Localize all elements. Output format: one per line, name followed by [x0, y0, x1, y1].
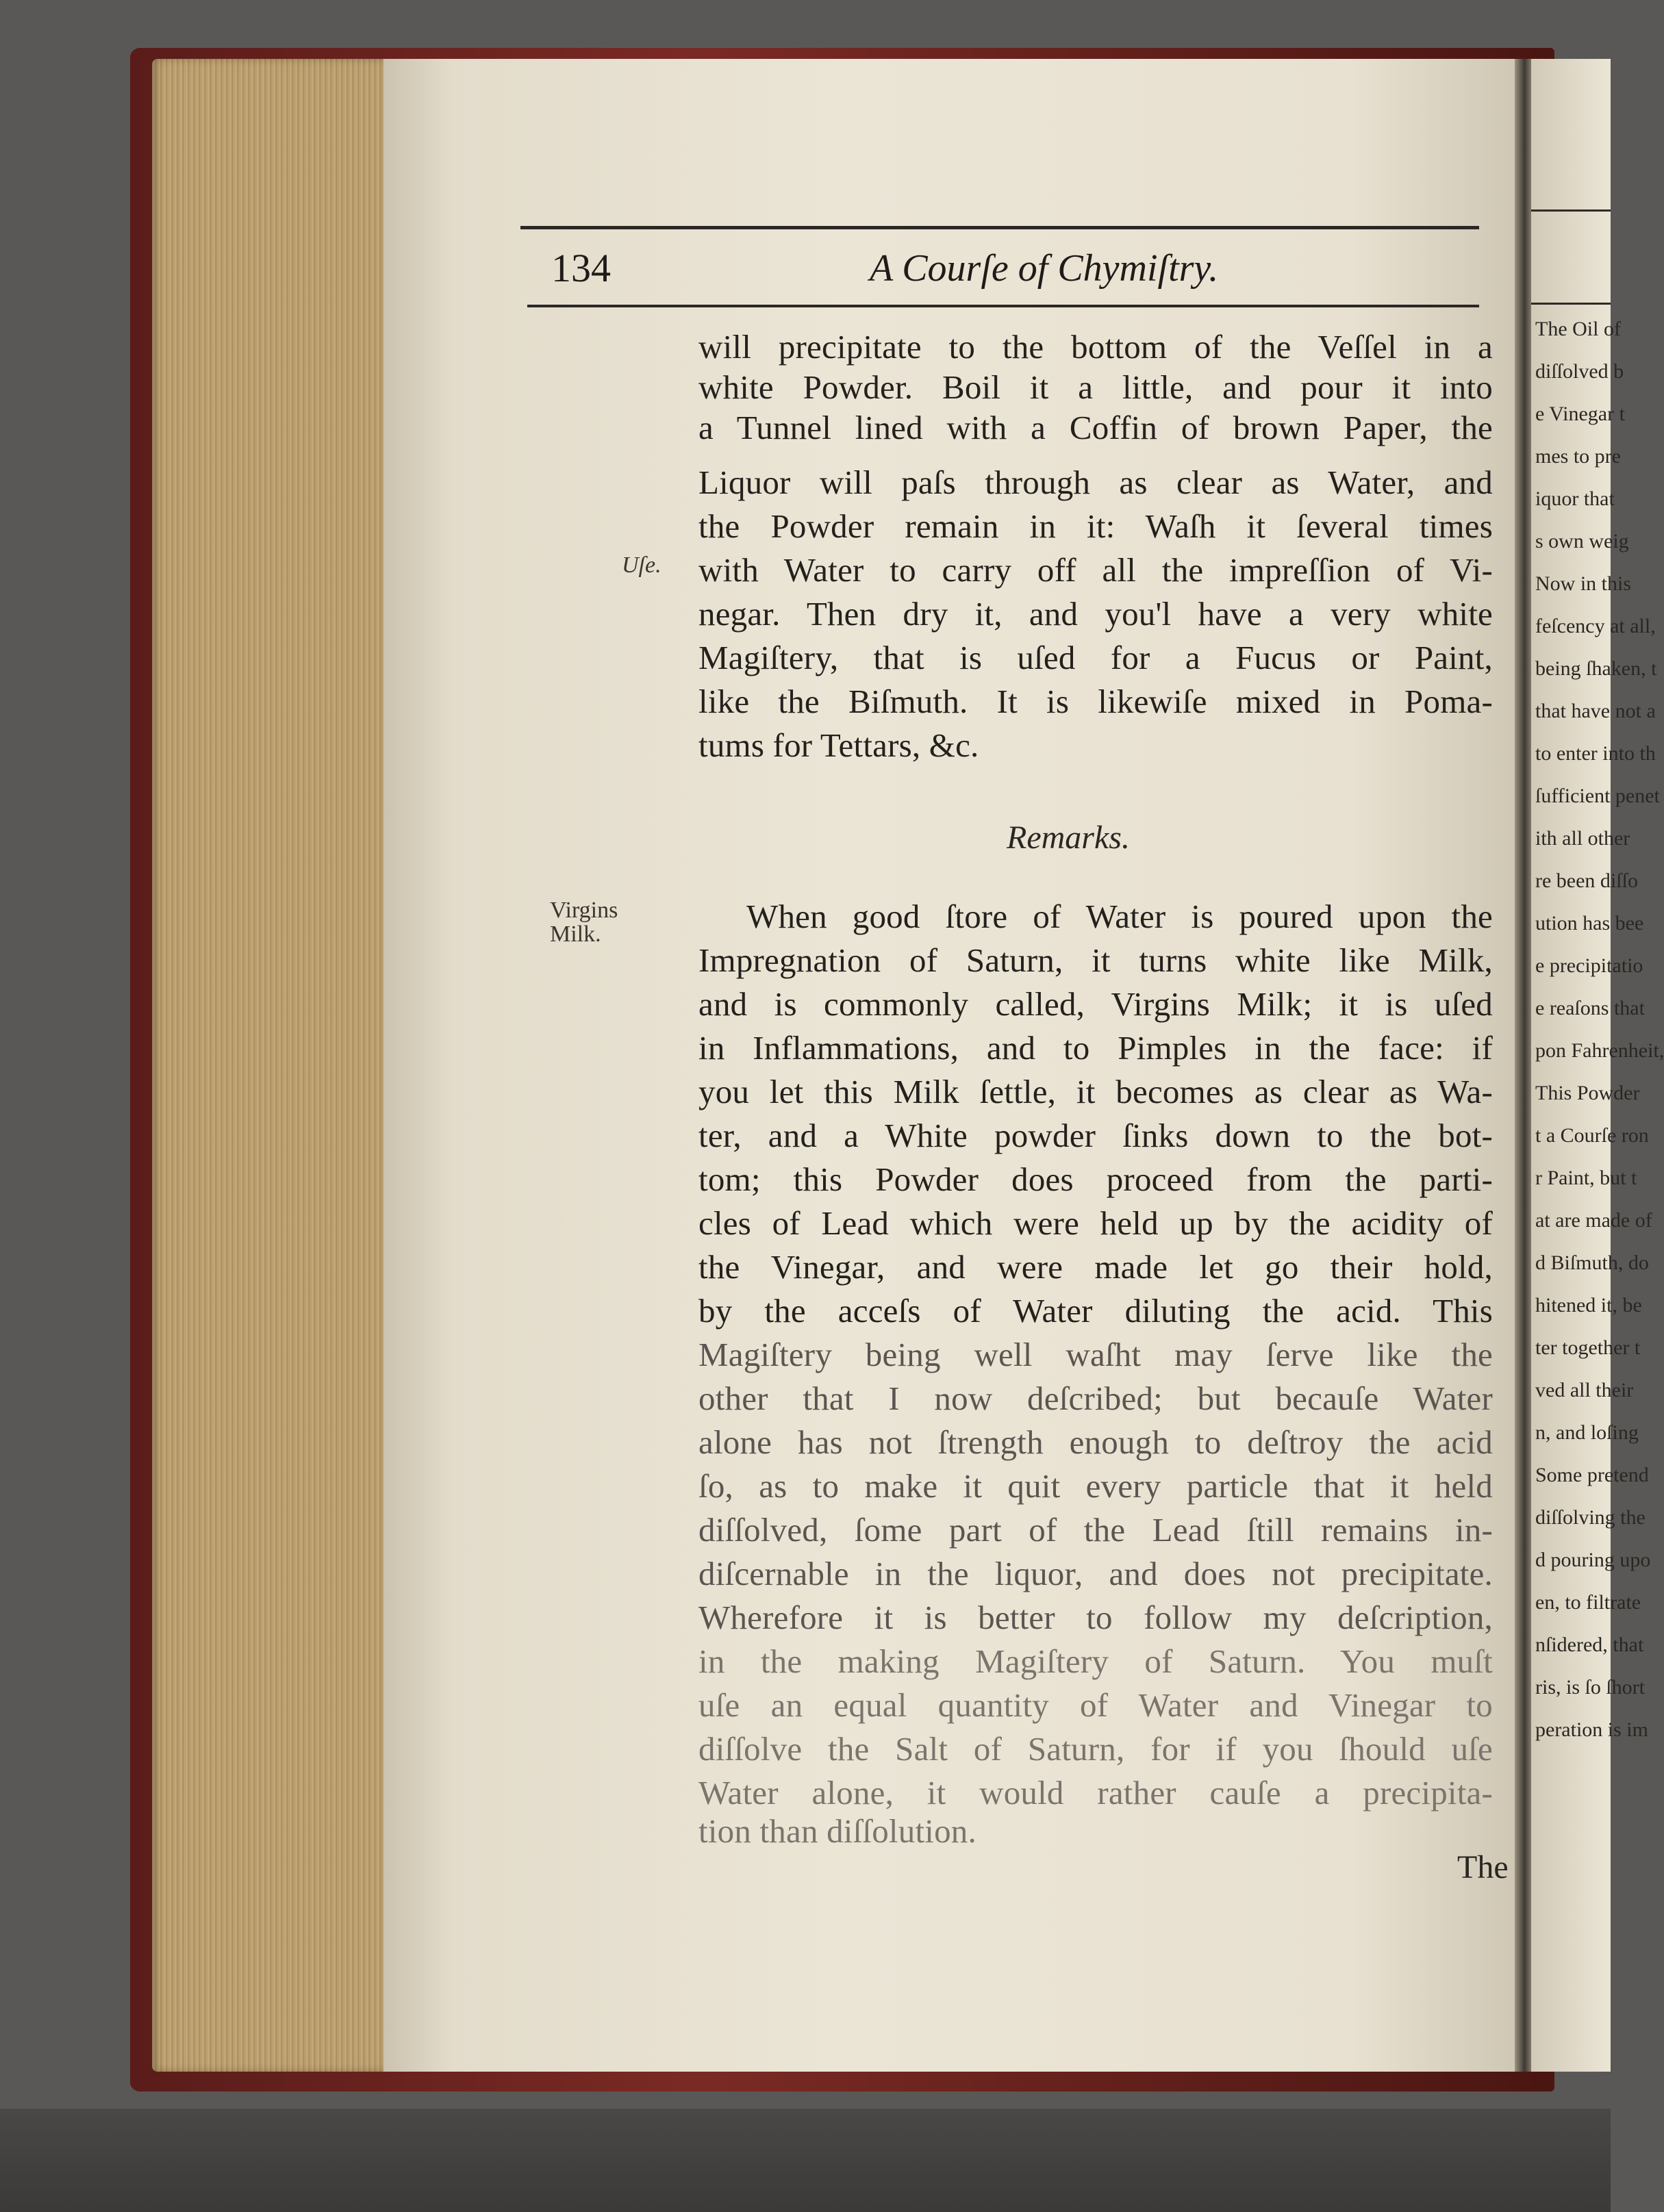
text-line: the Powder remain in it: Waſh it ſeveral times — [698, 507, 1493, 545]
facing-page-line: ter together t — [1535, 1336, 1641, 1359]
facing-page-line: that have not a — [1535, 700, 1656, 722]
facing-page-line: feſcency at all, — [1535, 615, 1656, 637]
text-line: Magiſtery being well waſht may ſerve like the — [698, 1336, 1493, 1373]
facing-header-rule — [1531, 209, 1611, 212]
text-line: uſe an equal quantity of Water and Vinegar to — [698, 1686, 1493, 1724]
header-rule-top — [520, 226, 1479, 229]
text-line: When good ſtore of Water is poured upon the — [746, 898, 1493, 935]
facing-page-line: ution has bee — [1535, 912, 1644, 935]
text-line: ſo, as to make it quit every particle that it held — [698, 1467, 1493, 1505]
facing-page-line: peration is im — [1535, 1718, 1648, 1741]
facing-page-line: d pouring upo — [1535, 1549, 1651, 1571]
facing-page-line: ved all their — [1535, 1379, 1634, 1401]
text-line: in the making Magiſtery of Saturn. You muſt — [698, 1642, 1493, 1680]
catchword: The — [1457, 1849, 1509, 1885]
text-line: tion than diſſolution. — [698, 1812, 976, 1850]
facing-page-line: This Powder — [1535, 1082, 1640, 1104]
text-line: and is commonly called, Virgins Milk; it is uſed — [698, 985, 1493, 1023]
text-line: a Tunnel lined with a Coffin of brown Paper, the — [698, 409, 1493, 446]
text-line: with Water to carry off all the impreſſion of Vi- — [698, 551, 1493, 589]
facing-page-line: ith all other — [1535, 827, 1630, 850]
facing-page-line: e reaſons that — [1535, 997, 1645, 1019]
text-line: cles of Lead which were held up by the acidity of — [698, 1204, 1493, 1242]
facing-page-line: to enter into th — [1535, 742, 1656, 765]
text-line: in Inflammations, and to Pimples in the face: if — [698, 1029, 1493, 1067]
facing-header-rule — [1531, 303, 1611, 305]
facing-page-line: Some pretend — [1535, 1464, 1649, 1486]
text-line: Wherefore it is better to follow my deſcription, — [698, 1599, 1493, 1636]
facing-page-line: at are made of — [1535, 1209, 1652, 1232]
text-line: white Powder. Boil it a little, and pour it into — [698, 368, 1493, 406]
facing-page-line: n, and loſing — [1535, 1421, 1639, 1444]
facing-page-line: en, to filtrate — [1535, 1591, 1641, 1614]
page-number: 134 — [551, 246, 611, 290]
header-rule-bottom — [527, 305, 1479, 307]
text-line: tums for Tettars, &c. — [698, 726, 979, 764]
facing-page-line: r Paint, but t — [1535, 1167, 1637, 1189]
text-line: by the acceſs of Water diluting the acid. This — [698, 1292, 1493, 1330]
page-edges — [152, 59, 385, 2072]
text-line: the Vinegar, and were made let go their hold, — [698, 1248, 1493, 1286]
marginal-note-use: Uſe. — [622, 552, 661, 578]
text-line: will precipitate to the bottom of the Veſſel in a — [698, 328, 1493, 366]
text-line: like the Biſmuth. It is likewiſe mixed in Poma- — [698, 683, 1493, 720]
facing-page-line: ris, is ſo ſhort — [1535, 1676, 1646, 1699]
text-line: tom; this Powder does proceed from the parti- — [698, 1160, 1493, 1198]
text-line: Magiſtery, that is uſed for a Fucus or Paint, — [698, 639, 1493, 676]
running-title: A Courſe of Chymiſtry. — [870, 247, 1219, 290]
text-line: negar. Then dry it, and you'l have a very white — [698, 595, 1493, 633]
text-line: Water alone, it would rather cauſe a precipita- — [698, 1774, 1493, 1811]
facing-page-line: t a Courſe ron — [1535, 1124, 1649, 1147]
text-line: diſſolved, ſome part of the Lead ſtill remains in- — [698, 1511, 1493, 1549]
facing-page-line: pon Fahrenheit, — [1535, 1039, 1664, 1062]
facing-page-line: diſſolving the — [1535, 1506, 1646, 1529]
facing-page-line: s own weig — [1535, 530, 1629, 552]
facing-page-line: hitened it, be — [1535, 1294, 1642, 1317]
facing-page-line: iquor that — [1535, 487, 1615, 510]
text-line: other that I now deſcribed; but becauſe Water — [698, 1380, 1493, 1417]
facing-page-line: being ſhaken, t — [1535, 657, 1657, 680]
text-line: Liquor will paſs through as clear as Water, and — [698, 463, 1493, 501]
facing-page-line: The Oil of — [1535, 318, 1621, 340]
text-line: diſcernable in the liquor, and does not precipitate. — [698, 1555, 1493, 1592]
facing-page-line: e Vinegar t — [1535, 403, 1625, 425]
text-line: alone has not ſtrength enough to deſtroy the acid — [698, 1423, 1493, 1461]
facing-page-line: Now in this — [1535, 572, 1632, 595]
text-line: you let this Milk ſettle, it becomes as clear as Wa- — [698, 1073, 1493, 1110]
marginal-note-milk: Milk. — [550, 921, 601, 947]
facing-page-line: d Biſmuth, do — [1535, 1251, 1649, 1274]
facing-page-line: ſufficient penet — [1535, 785, 1660, 807]
text-line: diſſolve the Salt of Saturn, for if you ſhould uſe — [698, 1730, 1493, 1768]
facing-page — [1531, 59, 1664, 2072]
text-line: ter, and a White powder ſinks down to the bot- — [698, 1117, 1493, 1154]
facing-page-line: e precipitatio — [1535, 954, 1643, 977]
book-gutter — [1515, 59, 1533, 2072]
facing-page-line: nſidered, that — [1535, 1633, 1644, 1656]
facing-page-line: re been diſſo — [1535, 869, 1638, 892]
text-line: Impregnation of Saturn, it turns white like Milk, — [698, 941, 1493, 979]
marginal-note-virgins: Virgins — [550, 898, 618, 923]
remarks-heading: Remarks. — [1007, 819, 1130, 856]
facing-page-line: diſſolved b — [1535, 360, 1624, 383]
facing-page-line: mes to pre — [1535, 445, 1621, 468]
backdrop — [0, 2109, 1611, 2212]
